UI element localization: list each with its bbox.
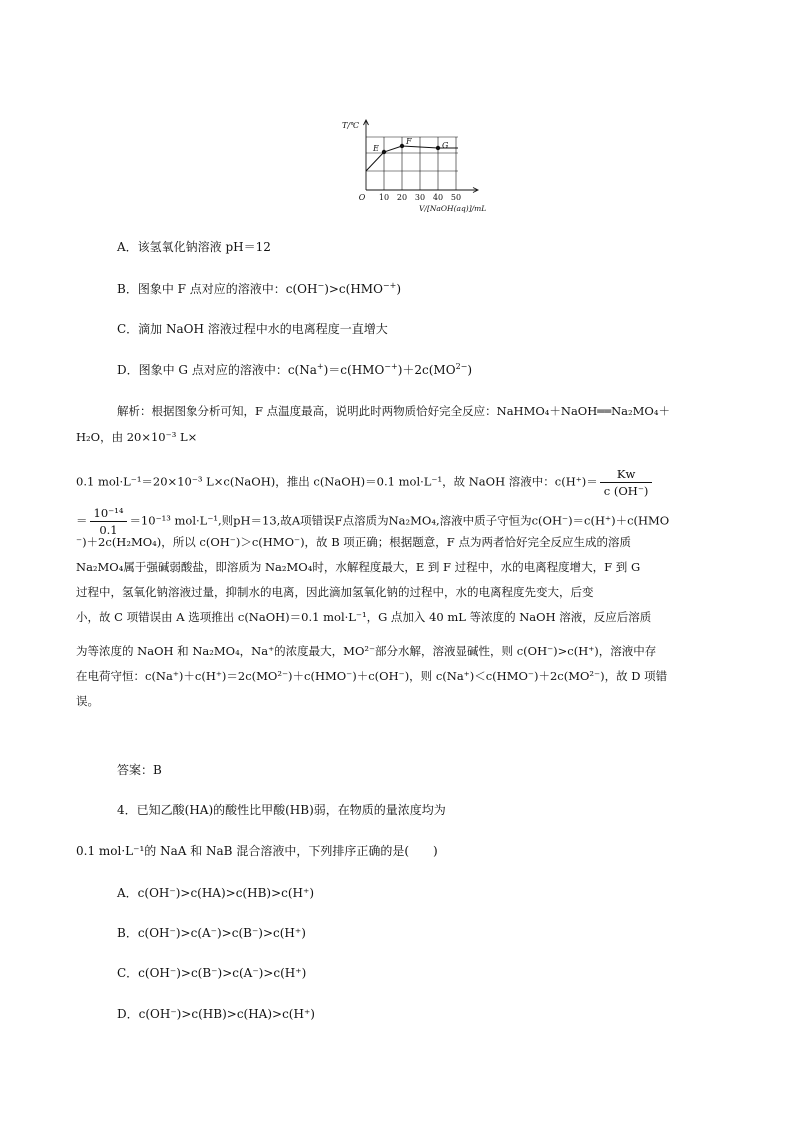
analysis-line-5: ⁻)＋2c(H₂MO₄)，所以 c(OH⁻)＞c(HMO⁻)，故 B 项正确；根据题意，F 点为两者恰好完全反应生成的溶质 [76, 535, 631, 549]
analysis-line-6: Na₂MO₄属于强碱弱酸盐，即溶质为 Na₂MO₄时，水解程度最大，E 到 F 过程中，水的电离程度增大，F 到 G [76, 560, 641, 574]
point-e-label: E [373, 144, 379, 153]
option-d [117, 361, 472, 378]
x-tick: 40 [432, 193, 444, 202]
option-d-text-1: D．图象中 G 点对应的溶液中：c(Na [117, 363, 317, 377]
option-a: A．该氢氧化钠溶液 pH＝12 [117, 240, 271, 254]
analysis-line-3 [76, 467, 654, 498]
x-tick: 30 [414, 193, 426, 202]
option-b-text-2: )>c(HMO [324, 282, 383, 296]
option-c: C．滴加 NaOH 溶液过程中水的电离程度一直增大 [117, 322, 388, 336]
analysis-line-7: 过程中，氢氧化钠溶液过量，抑制水的电离，因此滴加氢氧化钠的过程中，水的电离程度先变大，后变 [76, 585, 594, 599]
analysis-line-2: H₂O，由 20×10⁻³ L× [76, 430, 198, 444]
fraction-numerator: 10⁻¹⁴ [90, 506, 128, 522]
option-d-text-3: )＋2c(MO [397, 363, 456, 377]
analysis-line-4-text: ＝10⁻¹³ mol·L⁻¹,则pH＝13,故A项错误F点溶质为Na₂MO₄,溶液中质子守恒为c(OH⁻)＝c(H⁺)＋c(HMO [129, 513, 670, 528]
sup: 2− [455, 362, 468, 371]
ten-fraction [90, 506, 128, 537]
x-tick: 10 [378, 193, 390, 202]
option-d-text-2: )＝c(HMO [323, 363, 385, 377]
option-b-text-1: B．图象中 F 点对应的溶液中：c(OH [117, 282, 318, 296]
fraction-denominator: c (OH⁻) [603, 484, 649, 498]
question-4-option-c: C．c(OH⁻)>c(B⁻)>c(A⁻)>c(H⁺) [117, 966, 307, 980]
kw-fraction [600, 467, 653, 498]
option-d-text-4: ) [467, 363, 473, 377]
question-4-option-b: B．c(OH⁻)>c(A⁻)>c(B⁻)>c(H⁺) [117, 926, 306, 940]
sup: −+ [382, 281, 397, 290]
x-axis-label: V/[NaOH(aq)]/mL [419, 204, 487, 213]
question-4-option-a: A．c(OH⁻)>c(HA)>c(HB)>c(H⁺) [117, 886, 315, 900]
analysis-line-3-text: 0.1 mol·L⁻¹＝20×10⁻³ L×c(NaOH)，推出 c(NaOH)＝0.1 mol·L⁻¹，故 NaOH 溶液中：c(H⁺)＝ [76, 474, 598, 489]
sup: − [317, 281, 325, 290]
question-4-option-d: D．c(OH⁻)>c(HB)>c(HA)>c(H⁺) [117, 1007, 315, 1021]
point-g-label: G [442, 141, 449, 150]
x-tick: 50 [450, 193, 462, 202]
sup: + [316, 362, 324, 371]
analysis-line-10: 在电荷守恒：c(Na⁺)＋c(H⁺)＝2c(MO²⁻)＋c(HMO⁻)＋c(OH⁻)，则 c(Na⁺)＜c(HMO⁻)＋2c(MO²⁻)，故 D 项错 [76, 669, 668, 683]
analysis-line-8: 小，故 C 项错误由 A 选项推出 c(NaOH)＝0.1 mol·L⁻¹，G 点加入 40 mL 等浓度的 NaOH 溶液，反应后溶质 [76, 610, 652, 624]
option-b [117, 280, 401, 297]
fraction-denominator: 0.1 [99, 523, 118, 537]
sup: −+ [384, 362, 398, 371]
option-b-text-3: ) [396, 282, 402, 296]
x-tick: 20 [396, 193, 408, 202]
point-g [436, 146, 440, 150]
temperature-volume-graph [340, 117, 500, 217]
point-f-label: F [406, 137, 412, 146]
equals-sign: ＝ [76, 513, 88, 528]
analysis-line-9: 为等浓度的 NaOH 和 Na₂MO₄，Na⁺的浓度最大，MO²⁻部分水解，溶液显碱性，则 c(OH⁻)>c(H⁺)，溶液中存 [76, 644, 657, 658]
point-e [382, 150, 386, 154]
y-axis-label: T/℃ [342, 121, 359, 130]
fraction-numerator: Kw [600, 467, 653, 483]
question-4-stem-1: 4．已知乙酸(HA)的酸性比甲酸(HB)弱，在物质的量浓度均为 [117, 803, 446, 817]
question-4-stem-2: 0.1 mol·L⁻¹的 NaA 和 NaB 混合溶液中，下列排序正确的是( ) [76, 844, 438, 858]
origin-label: O [358, 193, 366, 202]
answer: 答案：B [117, 763, 162, 777]
point-f [400, 144, 404, 148]
analysis-line-4 [76, 506, 669, 537]
analysis-line-1: 解析：根据图象分析可知，F 点温度最高，说明此时两物质恰好完全反应：NaHMO₄＋NaOH══Na₂MO₄＋ [117, 404, 670, 418]
analysis-line-11: 误。 [76, 694, 99, 708]
